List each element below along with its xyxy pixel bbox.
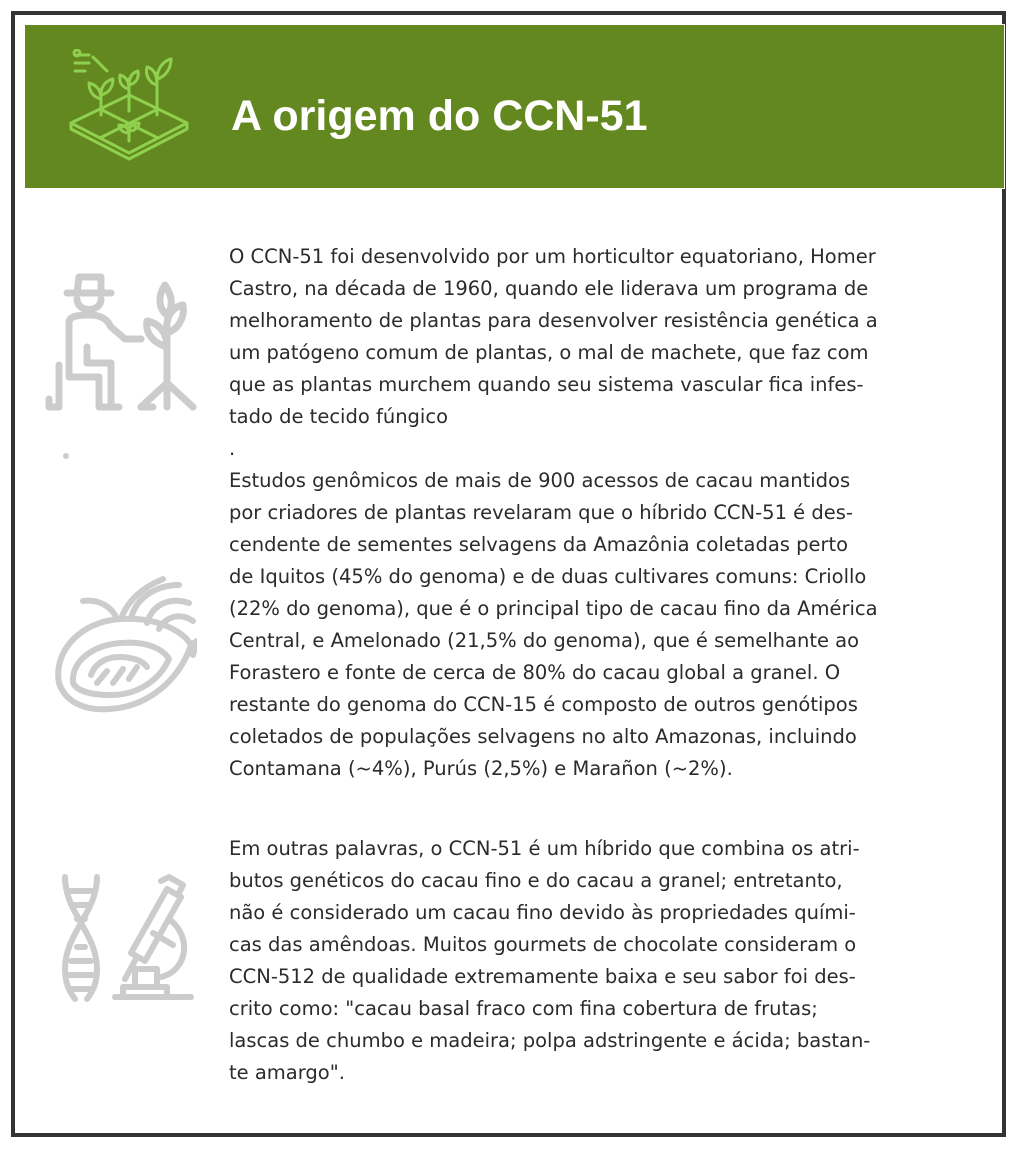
decorative-dot — [63, 453, 69, 459]
agriculture-grid-icon — [67, 49, 192, 167]
paragraph-origin: O CCN-51 foi desenvolvido por um horticultor equatoriano, Homer Castro, na década de 1960, quando ele liderava um programa de melhoramento de plantas para desenvolver resistência genética a um patógeno comum de plantas, o mal de machete, que faz com que as plantas murchem quando seu sistema vascular fica infes- tado de tecido fúngico — [229, 245, 878, 428]
paragraph-genomic-studies: Estudos genômicos de mais de 900 acessos de cacau mantidos por criadores de plantas revelaram que o híbrido CCN-51 é des- cendente de sementes selvagens da Amazônia coletadas perto de Iquitos (45% do genoma) e de duas cultivares comuns: Criollo (22% do genoma), que é o principal tipo de cacau fino da América Central, e Amelonado (21,5% do genoma), que é semelhante ao Forastero e fonte de cerca de 80% do cacau global a granel. O restante do genoma do CCN-15 é composto de outros genótipos coletados de populações selvagens no alto Amazonas, incluindo Contamana (~4%), Purús (2,5%) e Marañon (~2%). — [229, 469, 878, 780]
paragraph-dot: . — [229, 437, 236, 460]
cacao-pod-icon — [51, 571, 197, 721]
header-banner — [24, 24, 1005, 189]
dna-microscope-icon — [57, 873, 195, 1003]
page-title: A origem do CCN-51 — [231, 92, 648, 140]
paragraph-conclusion: Em outras palavras, o CCN-51 é um híbrido que combina os atri- butos genéticos do cacau fino e do cacau a granel; entretanto, não é considerado um cacau fino devido às propriedades quími- cas das amêndoas. Muitos gourmets de chocolate consideram o CCN-512 de qualidade extremamente baixa e seu sabor foi des- crito como: "cacau basal fraco com fina cobertura de frutas; lascas de chumbo e madeira; polpa adstringente e ácida; bastan- te amargo". — [229, 837, 871, 1084]
infobox-frame — [11, 11, 1006, 1137]
farmer-plant-icon — [41, 267, 198, 413]
